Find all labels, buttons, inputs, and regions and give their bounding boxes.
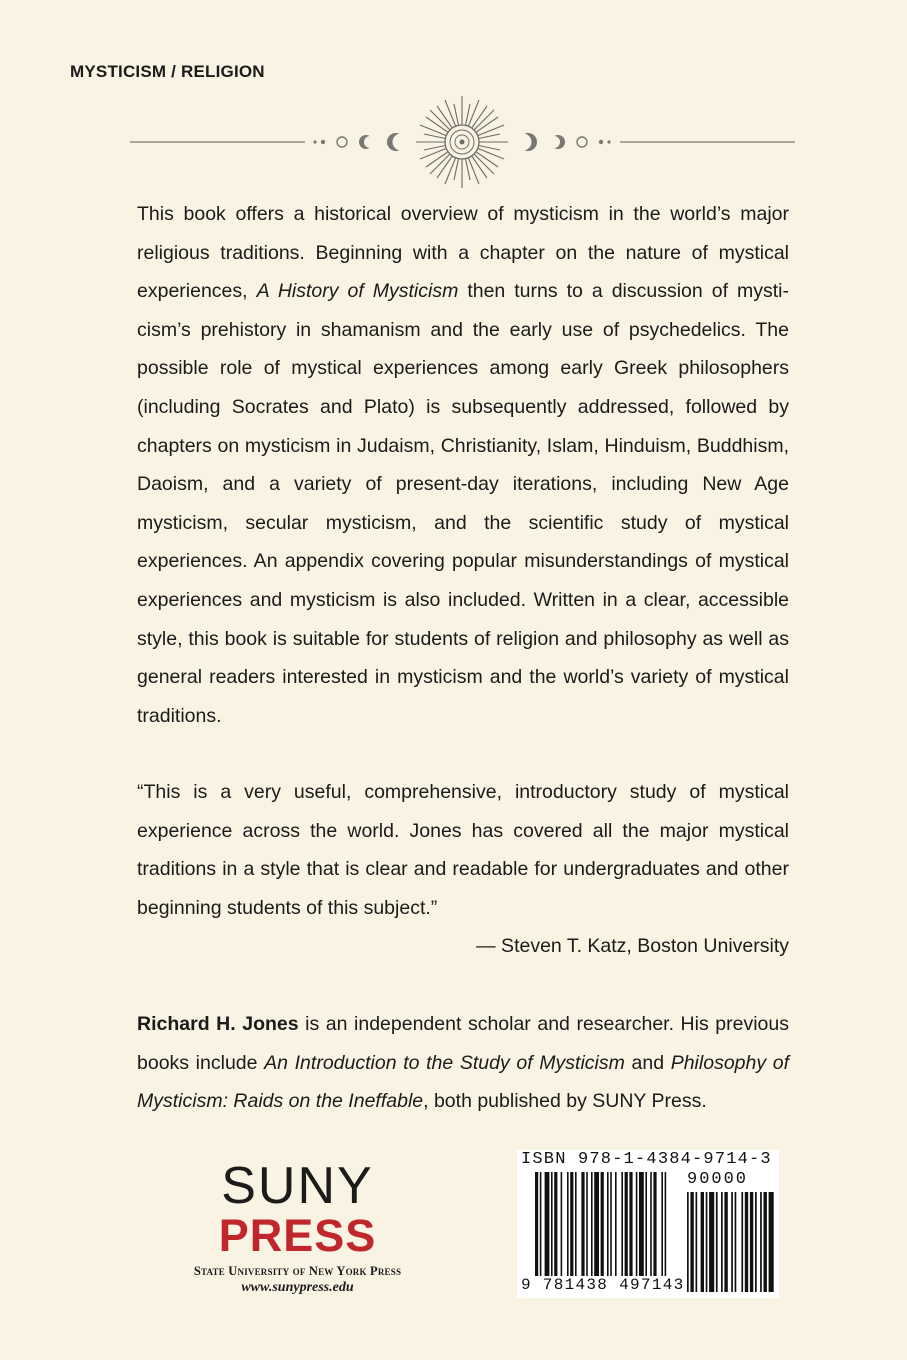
barcode-bar <box>629 1172 632 1276</box>
ean-digits: 9 781438 497143 <box>521 1276 685 1294</box>
dot-icon <box>321 140 325 144</box>
addon-bar <box>724 1192 727 1292</box>
barcode-bar <box>615 1172 617 1276</box>
author-name: Richard H. Jones <box>137 1013 299 1035</box>
barcode-bar <box>594 1172 599 1276</box>
isbn-barcode <box>517 1150 779 1298</box>
endorsement-quote <box>137 773 789 966</box>
barcode-bar <box>535 1172 538 1276</box>
moon-gibbous-icon <box>359 135 376 149</box>
barcode-bar <box>561 1172 563 1276</box>
book-description <box>137 195 789 735</box>
addon-bar <box>769 1192 774 1292</box>
description-text: then turns to a discussion of mysticism’s prehistory in shamanism and the early use of psychedelics. The possible role of mystical experiences among early Greek philosophers (including Socrates and Plato) is subsequently addressed, followed by chapters on mysticism in Judaism, Christianity, Islam, Hinduism, Buddhism, Daoism, and a variety of present-day iterations, including New Age mysticism, secular mysticism, and the scientific study of mystical experiences. An appendix covering popular misunderstandings of mystical experiences and mysticism is also included. Written in a clear, accessible style, this book is suitable for students of religion and philosophy as well as general readers interested in mysticism and the world’s variety of mystical traditions. <box>137 280 789 727</box>
moon-full-icon <box>337 137 347 147</box>
moon-crescent-icon <box>387 133 410 151</box>
barcode-bar <box>554 1172 557 1276</box>
bio-text: is an independent scholar and researcher. His previous books include <box>137 1013 789 1074</box>
barcode-bar <box>551 1172 553 1276</box>
barcode-bar <box>545 1172 550 1276</box>
barcode-bar <box>665 1172 667 1276</box>
addon-bar <box>701 1192 704 1292</box>
barcode-bar <box>636 1172 638 1276</box>
moon-full-icon <box>577 137 587 147</box>
sun-icon <box>416 96 508 188</box>
publisher-url: www.sunypress.edu <box>241 1280 354 1295</box>
addon-bar <box>709 1192 714 1292</box>
sun-moon-ornament <box>130 92 795 192</box>
barcode-bar <box>586 1172 588 1276</box>
barcode-bar <box>639 1172 644 1276</box>
bio-text: and <box>624 1051 671 1074</box>
description-text: This book offers a historical overview of mysticism in the world’s major religious traditions. Beginning with a chapter on the nature of mystical experiences, <box>137 203 789 303</box>
book-title: A History of Mysticism <box>256 280 459 303</box>
barcode-bar <box>610 1172 612 1276</box>
barcode-bar <box>570 1172 573 1276</box>
barcode-bar <box>540 1172 542 1276</box>
addon-bar <box>750 1192 753 1292</box>
addon-bar <box>687 1192 689 1292</box>
addon-bar <box>716 1192 718 1292</box>
logo-press: PRESS <box>218 1210 377 1261</box>
addon-digits: 90000 <box>687 1170 749 1189</box>
quote-text: “This is a very useful, comprehensive, introductory study of mystical experience across the world. Jones has covered all the major mystical traditions in a style that is clear and readable for undergraduates and other beginning students of this subject.” <box>137 781 789 919</box>
bio-text: , both published by SUNY Press. <box>423 1090 707 1113</box>
addon-bar <box>731 1192 733 1292</box>
addon-bar <box>745 1192 748 1292</box>
publisher-logo <box>180 1157 415 1296</box>
isbn-label: ISBN 978-1-4384-9714-3 <box>521 1150 772 1169</box>
addon-bar <box>755 1192 757 1292</box>
barcode-bar <box>621 1172 623 1276</box>
addon-bar <box>735 1192 737 1292</box>
moon-gibbous-icon <box>548 135 565 149</box>
barcode-bar <box>625 1172 628 1276</box>
barcode-bar <box>575 1172 577 1276</box>
barcode-bar <box>661 1172 663 1276</box>
barcode-bar <box>567 1172 569 1276</box>
publisher-name: State University of New York Press <box>193 1264 402 1278</box>
addon-bar <box>764 1192 767 1292</box>
book-title: Philosophy of Mysticism: Raids on the Ineffable <box>137 1051 790 1113</box>
moon-crescent-icon <box>515 133 538 151</box>
barcode-bar <box>653 1172 656 1276</box>
addon-bar <box>706 1192 708 1292</box>
barcode-bar <box>645 1172 647 1276</box>
quote-attribution: — Steven T. Katz, Boston University <box>476 935 789 958</box>
book-title: An Introduction to the Study of Mysticism <box>264 1051 625 1074</box>
dot-icon <box>313 140 316 143</box>
barcode-bar <box>601 1172 604 1276</box>
author-bio <box>137 1005 789 1121</box>
dot-icon <box>607 140 610 143</box>
category-label: MYSTICISM / RELIGION <box>70 62 265 81</box>
addon-bar <box>696 1192 698 1292</box>
addon-bar <box>741 1192 743 1292</box>
addon-bar <box>721 1192 723 1292</box>
barcode-bar <box>607 1172 609 1276</box>
addon-bar <box>760 1192 762 1292</box>
barcode-bar <box>591 1172 593 1276</box>
barcode-bar <box>650 1172 652 1276</box>
dot-icon <box>599 140 603 144</box>
logo-suny: SUNY <box>221 1157 374 1215</box>
addon-bar <box>690 1192 693 1292</box>
barcode-bar <box>581 1172 584 1276</box>
